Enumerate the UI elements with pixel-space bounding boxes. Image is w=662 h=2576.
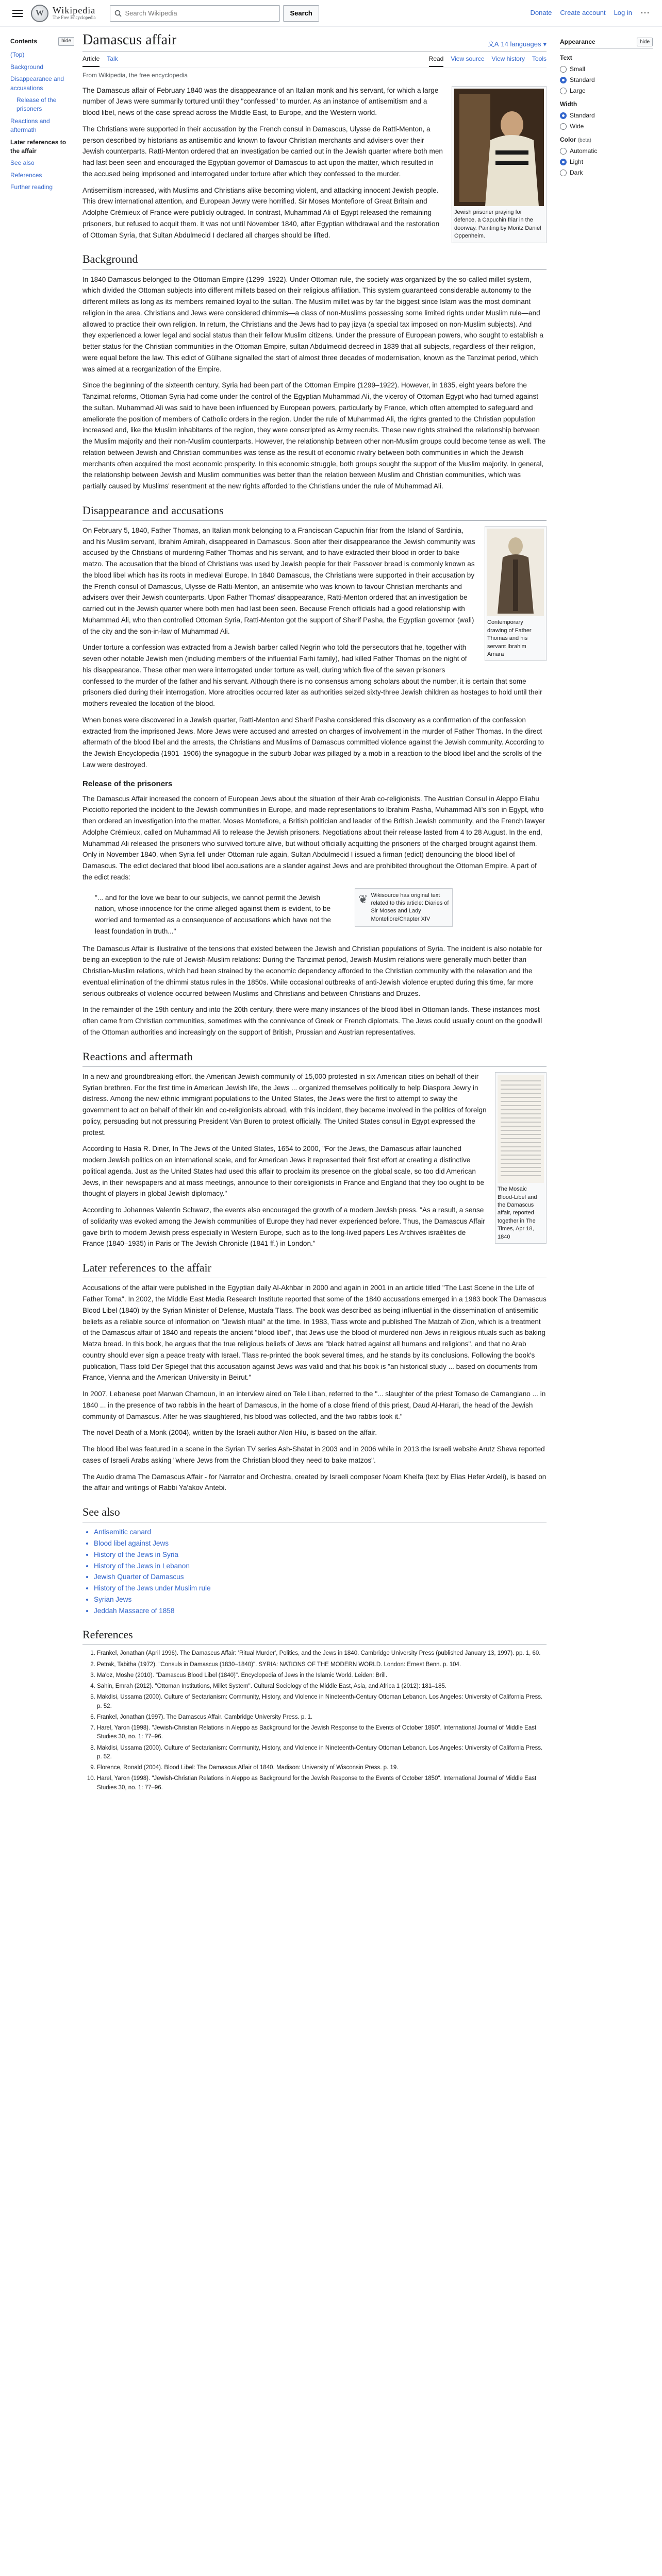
chevron-down-icon: ▾ bbox=[543, 40, 547, 48]
times-figure bbox=[495, 1072, 547, 1244]
translate-icon: 文A bbox=[487, 40, 499, 48]
radio-icon[interactable] bbox=[560, 148, 567, 155]
search-icon bbox=[114, 10, 122, 17]
site-header bbox=[0, 0, 662, 27]
disappearance-paragraph: When bones were discovered in a Jewish quarter, Ratti-Menton and Sharif Pasha considered this discovery as a confirmation of the confession extracted from the imprisoned Jews. More Jews were accused and arrested on charges of involvement in the murder of Father Thomas. In the direct aftermath of the blood libel and the arrests, the Christians and Muslims of Damascus committed violence against the Jewish community. According to the Jewish Encyclopedia (1901–1906) the synagogue in the suburb Jobar was pillaged by a mob in a reaction to the blood libel and the scrolls of the Law were destroyed. bbox=[82, 716, 544, 769]
radio-icon[interactable] bbox=[560, 112, 567, 119]
wikisource-icon: ❦ bbox=[358, 892, 368, 906]
search-input[interactable] bbox=[125, 9, 275, 17]
reactions-paragraph: According to Johannes Valentin Schwarz, the events also encouraged the growth of a modern Jewish press. "As a result, a sense of solidarity was evoked among the Jewish communities of Europe they had never experienced before. Thus, the Damascus Affair gave birth to modern Jewish press especially in Western Europe, such as to the long-lived papers Les Archives israélites de France (1840–1935) in Paris or The Jewish Chronicle (1841 ff.) in London." bbox=[82, 1206, 485, 1248]
release-paragraph: The Damascus Affair is illustrative of the tensions that existed between the Jewish and Christian populations of Syria. The incident is also notable for being an exception to the rule of Jewish-Muslim relations: During the Tanzimat period, Jewish-Muslim relations were generally much better than Christian-Muslim relations, which had been strained by the economic dependency afforded to the Christian community with the relaxation and the eventual elimination of the dhimmi status rules in the 1850s. While occasional outbreaks of anti-Jewish violence erupted during this time, far more serious outbreaks of violence occurred between Muslims and Christians and between Christians and Druzes. bbox=[82, 944, 542, 997]
background-paragraph: Since the beginning of the sixteenth century, Syria had been part of the Ottoman Empire (1299–1922). However, in 1835, eight years before the Tanzimat reforms, Ottoman Syria had come under the control of the Egyptian Muhammad Ali, the viceroy of Ottoman Egypt who had turned against the sultan. Muhammad Ali was said to have been influenced by European powers, particularly by France, which often attempted to safeguard and ameliorate the position of members of Catholic orders in the region. Under the rule of Muhammad Ali, the rights granted to the Christian population increased and, like the Muslim inhabitants of the region, they were conscripted as Army recruits. These new rights strained the relationship between the Muslim majority and their non-Muslim counterparts. However, the relationship between other non-Muslim groups could become tense as well. The relation between Jewish and Christian communities was tense as the result of economic rivalry between both communities in which the Jewish merchants often acquired the most economic prosperity. In this economic struggle, both groups sought the support of the Muslim majority. In general, the relationship between Jewish and Muslim communities was better than the relation between Muslim and Christian communities, which was partially caused by Muslims' resentment at the new rights afforded to the Christians under the rule of Muhammad Ali. bbox=[82, 381, 546, 490]
wikisource-box bbox=[355, 888, 453, 927]
color-option[interactable] bbox=[560, 168, 653, 177]
language-count: 14 languages bbox=[501, 40, 541, 48]
toc-item[interactable]: Further reading bbox=[10, 183, 53, 191]
infobox-figure bbox=[452, 86, 547, 243]
tab-view-source[interactable]: View source bbox=[451, 55, 485, 63]
see-also-link[interactable]: • History of the Jews in Lebanon bbox=[94, 1561, 547, 1572]
later-paragraph: In 2007, Lebanese poet Marwan Chamoun, in an interview aired on Tele Liban, referred to the "... slaughter of the priest Tomaso de Camangiano ... in 1840 ... in the presence of two rabbis in the heart of Damascus, in the home of a close friend of this priest, Daud Al-Harari, the head of the Jewish community of Damascus. After he was slaughtered, his blood was collected, and the two rabbis took it." bbox=[82, 1390, 546, 1420]
later-heading: Later references to the affair bbox=[82, 1259, 547, 1278]
wikisource-text[interactable]: Wikisource has original text related to this article: Diaries of Sir Moses and Lady Montefiore/Chapter XIV bbox=[371, 892, 449, 922]
width-option[interactable] bbox=[560, 111, 653, 120]
see-also-link[interactable]: • Blood libel against Jews bbox=[94, 1538, 547, 1549]
reference-item: 5. Makdisi, Ussama (2000). Culture of Sectarianism: Community, History, and Violence in Nineteenth-Century Ottoman Lebanon. Los Angeles: University of California Press. p. 52. bbox=[97, 1693, 547, 1711]
color-option-label: Light bbox=[570, 158, 584, 165]
toc-item[interactable]: Background bbox=[10, 63, 44, 71]
radio-icon[interactable] bbox=[560, 159, 567, 165]
main-content bbox=[82, 31, 547, 1794]
see-also-link[interactable]: • History of the Jews in Syria bbox=[94, 1549, 547, 1561]
newspaper-image[interactable] bbox=[498, 1075, 544, 1183]
drawing-figure bbox=[485, 526, 547, 661]
see-also-link[interactable]: • History of the Jews under Muslim rule bbox=[94, 1583, 547, 1594]
color-option[interactable] bbox=[560, 157, 653, 166]
toc-title: Contents bbox=[10, 38, 37, 45]
text-size-label: Text bbox=[560, 54, 572, 61]
radio-icon[interactable] bbox=[560, 66, 567, 73]
color-option-label: Automatic bbox=[570, 147, 598, 155]
intro-paragraph: Antisemitism increased, with Muslims and Christians alike becoming violent, and attacking innocent Jewish people. This drew international attention, and European Jewry were horrified. Sir Moses Montefiore of Great Britain and Adolphe Crémieux of France were publicly outraged. In contrast, Muhammad Ali of Egypt released the remaining prisoners, but refused to acquit them. It was not until November 1840, after Egyptian withdrawal and the restoration of Ottoman Syria, that Sultan Abdulmecid I declared all charges should be lifted. bbox=[82, 186, 440, 239]
text-size-option[interactable] bbox=[560, 64, 653, 74]
tab-talk[interactable]: Talk bbox=[107, 55, 118, 63]
reference-item: 2. Petrak, Tabitha (1972). "Consuls in Damascus (1830–1840)". SYRIA: NATIONS OF THE MODERN WORLD. London: Ernest Benn. p. 104. bbox=[97, 1660, 547, 1669]
tagline: The Free Encyclopedia bbox=[53, 15, 96, 21]
radio-icon[interactable] bbox=[560, 77, 567, 83]
reference-item: 4. Sahin, Emrah (2012). "Ottoman Institutions, Millet System". Cultural Sociology of the Middle East, Asia, and Africa 1 (2012): 181–185. bbox=[97, 1682, 547, 1691]
release-paragraph: In the remainder of the 19th century and into the 20th century, there were many instances of the blood libel in Ottoman lands. These instances most often came from Christian communities, sometimes with the connivance of Greek or French diplomats. The Jews could usually count on the goodwill of the Ottoman authorities and increasingly on the support of British, Prussian and Austrian representatives. bbox=[82, 1006, 542, 1036]
reference-item: 6. Frankel, Jonathan (1997). The Damascus Affair. Cambridge University Press. p. 1. bbox=[97, 1713, 547, 1722]
radio-icon[interactable] bbox=[560, 170, 567, 176]
drawing-image[interactable] bbox=[487, 529, 544, 616]
toc-hide-button[interactable]: hide bbox=[58, 37, 74, 46]
text-size-option[interactable] bbox=[560, 86, 653, 95]
color-option[interactable] bbox=[560, 146, 653, 156]
toc-item[interactable]: See also bbox=[10, 159, 35, 167]
toc-item[interactable]: (Top) bbox=[10, 51, 25, 59]
later-paragraph: The blood libel was featured in a scene in the Syrian TV series Ash-Shatat in 2003 and in 2006 while in 2013 the Israeli website Arutz Sheva reported cases of Israeli Arabs asking "where Jews from the Christian blood they need to bake matzos". bbox=[82, 1445, 545, 1464]
width-label: Width bbox=[560, 100, 577, 108]
width-option[interactable] bbox=[560, 122, 653, 131]
appearance-panel bbox=[560, 37, 653, 179]
references-list bbox=[97, 1649, 547, 1792]
toc-item[interactable]: Reactions and aftermath bbox=[10, 117, 50, 134]
toc-item[interactable]: Disappearance and accusations bbox=[10, 75, 64, 92]
edict-quote: "... and for the love we bear to our subjects, we cannot permit the Jewish nation, whose innocence for the crime alleged against them is evident, to be worried and tormented as a consequence of accusations which have not the least foundation in truth..." bbox=[95, 893, 331, 935]
main-menu-icon[interactable] bbox=[12, 10, 23, 17]
see-also-link[interactable]: • Jewish Quarter of Damascus bbox=[94, 1571, 547, 1583]
painting-image[interactable] bbox=[454, 89, 544, 206]
tab-tools[interactable]: Tools bbox=[532, 55, 547, 63]
see-also-link[interactable]: • Jeddah Massacre of 1858 bbox=[94, 1605, 547, 1617]
donate-link[interactable]: Donate bbox=[530, 9, 552, 17]
log-in-link[interactable]: Log in bbox=[614, 9, 632, 17]
tab-read[interactable]: Read bbox=[429, 54, 444, 67]
table-of-contents bbox=[10, 37, 74, 193]
text-size-option-label: Standard bbox=[570, 76, 595, 83]
disappearance-paragraph: Under torture a confession was extracted from a Jewish barber called Negrin who told the persecutors that he, together with seven other notable Jewish men (including members of the influential Farhi family), had killed Father Thomas on the night of his disappearance. These other men were interrogated under torture as well, during which five of the seven prisoners confessed to the murder of the father and his servant. Although there is no consensus among scholars about the number, it is certain that some prisoners died during their interrogation. More atrocities occurred later as authorities seized sixty-three Jewish children as hostages to hold until their mothers revealed the location of the blood. bbox=[82, 643, 542, 708]
tagline-from: From Wikipedia, the free encyclopedia bbox=[82, 72, 188, 79]
radio-icon[interactable] bbox=[560, 88, 567, 94]
drawing-caption: Contemporary drawing of Father Thomas and his servant Ibrahim Amara bbox=[487, 619, 532, 657]
reference-item: 7. Harel, Yaron (1998). "Jewish-Christian Relations in Aleppo as Background for the Jewish Response to the Events of October 1850". International Journal of Middle East Studies 30, no. 1: 77–96. bbox=[97, 1724, 547, 1742]
intro-paragraph: The Christians were supported in their accusation by the French consul in Damascus, Ulysse de Ratti-Menton, a person described by historians as antisemitic and known to favour Christian merchants and advisers over their Jewish counterparts. Ratti-Menton ordered that an investigation be carried out in the Jewish quarter where both men had last been seen and encouraged the Egyptian governor of Damascus to act upon the matter, which resulted in the accused being imprisoned and interrogated under torture after which they confessed to the murder. bbox=[82, 125, 443, 178]
toc-item[interactable]: Later references to the affair bbox=[10, 138, 67, 155]
page-title: Damascus affair bbox=[82, 32, 177, 48]
reference-item: 1. Frankel, Jonathan (April 1996). The Damascus Affair: 'Ritual Murder', Politics, and the Jews in 1840. Cambridge University Press (published January 13, 1997). pp. 1, 60. bbox=[97, 1649, 547, 1658]
later-paragraph: The novel Death of a Monk (2004), written by the Israeli author Alon Hilu, is based on the affair. bbox=[82, 1429, 377, 1437]
reference-item: 8. Makdisi, Ussama (2000). Culture of Sectarianism: Community, History, and Violence in Nineteenth-Century Ottoman Lebanon. Los Angeles: University of California Press. p. 52. bbox=[97, 1744, 547, 1762]
appearance-title: Appearance bbox=[560, 38, 595, 45]
create-account-link[interactable]: Create account bbox=[560, 9, 606, 17]
language-selector[interactable] bbox=[488, 39, 547, 50]
width-option-label: Standard bbox=[570, 112, 595, 119]
see-also-link[interactable]: • Antisemitic canard bbox=[94, 1527, 547, 1538]
text-size-option-label: Small bbox=[570, 65, 586, 73]
background-heading: Background bbox=[82, 250, 547, 269]
toc-item[interactable]: Release of the prisoners bbox=[16, 96, 57, 113]
more-options-icon[interactable]: ⋯ bbox=[640, 8, 650, 19]
later-paragraph: Accusations of the affair were published in the Egyptian daily Al-Akhbar in 2000 and again in 2001 in an article titled "The Last Scene in the Life of Father Toma". In 2002, the Middle East Media Research Institute reported that some of the 1840 accusations emerged in a 1983 book The Damascus Blood Libel (1840) by the Syrian Minister of Defense, Mustafa Tlass. The book was described as being influential in the dissemination of antisemitic beliefs as a reliable source of information on "Jewish ritual" at the time. In 1983, Tlass wrote and published The Matzah of Zion, which is a treatment of the Damascus affair of 1840 and repeats the ancient "blood libel", that Jews use the blood of murdered non-Jews in religious rituals such as baking Matza bread. In this book, he argues that the true religious beliefs of Jews are "black hatred against all humans and religions", and that no Arab country should ever sign a peace treaty with Israel. Tlass re-printed the book several times, and he stands by its conclusions. Following the book's publication, Tlass told Der Spiegel that this accusation against Jews was valid and that his book is "an historical study ... based on documents from France, Vienna and the American University in Beirut." bbox=[82, 1284, 547, 1382]
appearance-hide-button[interactable]: hide bbox=[637, 38, 653, 46]
disappearance-heading: Disappearance and accusations bbox=[82, 501, 547, 521]
background-paragraph: In 1840 Damascus belonged to the Ottoman Empire (1299–1922). Under Ottoman rule, the society was organized by the so-called millet system, which divided the Ottoman subjects into different millets based on their religious affiliation. This system guaranteed considerable autonomy to the different millets as long as its members remained loyal to the sultan. The Muslim millet was by far the biggest since Islam was the most dominant religion in the area. Christians and Jews were considered dhimmis—a class of non-Muslims possessing some limited rights under Muslim rule—and allowed to practice their own religion. In return, the Christians and the Jews had to pay jizya (a special tax imposed on non-Muslim subjects). And they experienced a lower legal and social status than their fellow Muslim citizens. Under the pressure of European powers, who sought to establish a better status for the Christian communities in the Ottoman Empire, sultan Abdulmecid decreed in 1839 that all subjects, regardless of their religion, were equal before the law. This edict of Gülhane signalled the start of almost three decades of modernisation, known as the Tanzimat period, which was aimed at a reorganization of the Empire. bbox=[82, 275, 543, 373]
reference-item: 9. Florence, Ronald (2004). Blood Libel: The Damascus Affair of 1840. Madison: University of Wisconsin Press. p. 19. bbox=[97, 1764, 547, 1772]
release-paragraph: The Damascus Affair increased the concern of European Jews about the situation of their Arab co-religionists. The Austrian Consul in Aleppo Eliahu Picciotto reported the incident to the Jewish communities in Europe, and made representations to Ibrahim Pasha, Muhammad Ali's son in Egypt, who then ordered an investigation into the matter. Moses Montefiore, a British politician and leader of the British Jewish community, and the French lawyer Adolphe Crémieux, called on Muhammad Ali to release the Jewish prisoners. Negotiations about their release lasted from 4 to 28 August. In the end, Muhammad Ali released the prisoners who survived torture alive, but without officially acquitting the prisoners of the charged brought against them. Only in November 1840, when Syria fell under Ottoman rule again, Sultan Abdulmecid I issued a firman (edict) denouncing the blood libel of Damascus. The edict declared that blood libel accusations are a slander against Jews and are prohibited throughout the Ottoman Empire. A part of the edict reads: bbox=[82, 794, 545, 881]
see-also-link[interactable]: • Syrian Jews bbox=[94, 1594, 547, 1605]
radio-icon[interactable] bbox=[560, 123, 567, 130]
infobox-caption: Jewish prisoner praying for defence, a Capuchin friar in the doorway. Painting by Moritz Daniel Oppenheim. bbox=[454, 209, 541, 240]
later-paragraph: The Audio drama The Damascus Affair - for Narrator and Orchestra, created by Israeli composer Noam Kheifa (text by Elias Hefer Ardeli), is based on the affair and writings of Rabbi Ya'akov Antebi. bbox=[82, 1472, 547, 1492]
times-caption: The Mosaic Blood-Libel and the Damascus affair, reported together in The Times, Apr 18, 1840 bbox=[498, 1186, 537, 1240]
disappearance-paragraph: On February 5, 1840, Father Thomas, an Italian monk belonging to a Franciscan Capuchin friar from the Island of Sardinia, and his Muslim servant, Ibrahim Amirah, disappeared in Damascus. Soon after their disappearance the Jewish community was accused by the Christians of murdering Father Thomas and his servant, and to have extracted their blood in order to bake matzo. The accusation that the blood of Christians was used by Jewish people for their Passover bread is commonly known as the blood libel which has its roots in medieval Europe. In 1840 Damascus, the Christians were supported in their accusation by the French consul of Damascus, Ulysse de Ratti-Menton, an antisemite who was known to favour Christian merchants and advisers over their Jewish counterparts. Upon Father Thomas' disappearance, Ratti-Menton ordered that an investigation be carried out in the Jewish quarter where both men had last been seen. Because French officials had a good relationship with Muhammad Ali, who then controlled Ottoman Syria, Ratti-Menton got the support of Sharif Pasha, the Egyptian governor (wali) of the city and the son-in-law of Muhammad Ali. bbox=[82, 526, 475, 635]
release-heading: Release of the prisoners bbox=[82, 779, 173, 788]
text-size-option-label: Large bbox=[570, 87, 586, 94]
search-button[interactable]: Search bbox=[283, 5, 319, 22]
globe-icon: W bbox=[31, 5, 48, 22]
text-size-option[interactable] bbox=[560, 75, 653, 84]
reactions-paragraph: In a new and groundbreaking effort, the American Jewish community of 15,000 protested in six American cities on behalf of their Syrian brethren. For the first time in American Jewish life, the Jews ... organized themselves politically to help Diaspora Jewry in distress. Among the new ethnic immigrant populations to the United States, the Jews were the first to attempt to sway the government to act on behalf of their kin and co-religionists abroad, with this incident, they became involved in the politics of foreign policy, persuading but not pressuring President Van Buren to protest officially. The United States consul in Egypt expressed the protest. bbox=[82, 1072, 487, 1137]
reactions-paragraph: According to Hasia R. Diner, In The Jews of the United States, 1654 to 2000, "For the Jews, the Damascus affair launched modern Jewish politics on an international scale, and for American Jews it represented their first effort at creating a distinctive political agenda. Just as the United States had used this affair to proclaim its presence on the global scale, so too did American Jews, in their newspapers and at mass meetings, announce to their coreligionists in France and England that they too ought to be thought of players in global Jewish diplomacy." bbox=[82, 1145, 485, 1198]
search-box[interactable] bbox=[110, 5, 280, 22]
reference-item: 3. Ma'oz, Moshe (2010). "Damascus Blood Libel (1840)". Encyclopedia of Jews in the Islamic World. Leiden: Brill. bbox=[97, 1671, 547, 1680]
see-also-list bbox=[94, 1527, 547, 1616]
color-option-label: Dark bbox=[570, 169, 583, 176]
reference-item: 10. Harel, Yaron (1998). "Jewish-Christian Relations in Aleppo as Background for the Jewish Response to the Events of October 1850". International Journal of Middle East Studies 30, no. 1: 77–96. bbox=[97, 1774, 547, 1792]
tab-view-history[interactable]: View history bbox=[491, 55, 525, 63]
color-label: Color (beta) bbox=[560, 136, 591, 143]
reactions-heading: Reactions and aftermath bbox=[82, 1047, 547, 1067]
tab-article[interactable]: Article bbox=[82, 54, 100, 67]
toc-item[interactable]: References bbox=[10, 171, 42, 179]
wordmark: Wikipedia bbox=[53, 5, 96, 15]
seealso-heading: See also bbox=[82, 1503, 547, 1522]
page-tabs bbox=[82, 54, 547, 67]
intro-paragraph: The Damascus affair of February 1840 was the disappearance of an Italian monk and his servant, for which a large number of Jews were summarily tortured until they "confessed" to murder. As an instance of antisemitism and a blood libel, news of the case spread across the Middle East, to Europe, and the Western world. bbox=[82, 86, 439, 117]
wikipedia-logo[interactable] bbox=[31, 5, 95, 22]
width-option-label: Wide bbox=[570, 123, 584, 130]
references-heading: References bbox=[82, 1625, 547, 1645]
